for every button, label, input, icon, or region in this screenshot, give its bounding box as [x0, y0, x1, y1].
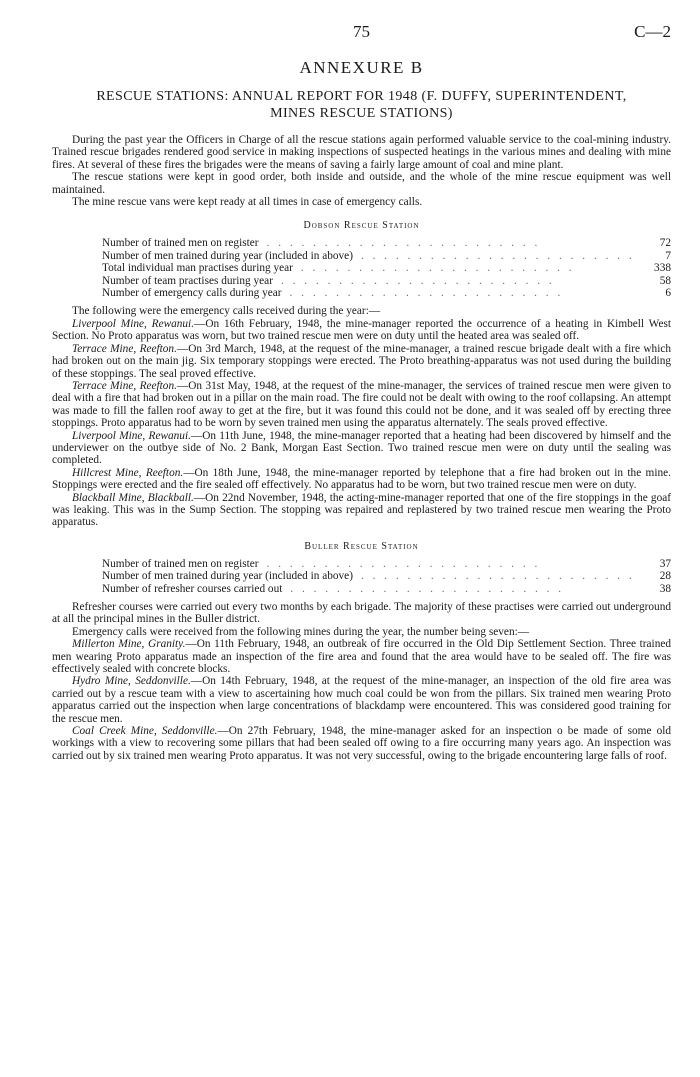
- report-title: [52, 88, 671, 122]
- stats-value: 28: [659, 570, 671, 583]
- dobson-heading: Dobson Rescue Station: [303, 220, 420, 232]
- intro-paragraph: The mine rescue vans were kept ready at all times in case of emergency calls.: [72, 196, 423, 209]
- intro-paragraph: The rescue stations were kept in good order, both inside and outside, and the whole of the mine rescue equipment was well maintained.: [52, 171, 671, 196]
- stats-row: [102, 558, 671, 570]
- stats-label: Number of refresher courses carried out: [102, 582, 283, 595]
- mine-name: Terrace Mine, Reefton.: [72, 379, 177, 392]
- mine-name: Millerton Mine, Granity.: [72, 638, 186, 651]
- stats-label: Number of trained men on register: [102, 237, 259, 250]
- call-text: —On 3rd March, 1948, at the request of the mine-manager, a trained rescue brigade dealt with a fire which had broken out on the main jig. Six temporary stoppings were erected. The Proto breathing-apparatus was not used during the building of these stoppings. The seal proved effective.: [52, 342, 672, 380]
- buller-stats-list: [52, 558, 671, 595]
- stats-value: 58: [659, 274, 671, 287]
- document-page: [52, 22, 671, 762]
- mine-name: Liverpool Mine, Rewanui.: [72, 317, 195, 330]
- page-number: 75: [353, 22, 370, 41]
- stats-value: 72: [659, 237, 671, 250]
- mine-name: Liverpool Mine, Rewanui.: [72, 429, 191, 442]
- stats-value: 6: [665, 287, 671, 300]
- intro-paragraph: During the past year the Officers in Charge of all the rescue stations again performed valuable service to the coal-mining industry. Trained rescue brigades rendered good service in making inspections of suspected heatings in the various mines and dealing with mine fires. At several of these fires the brigades were the means of saving a fairly large amount of coal and mine plant.: [52, 134, 671, 171]
- stats-value: 7: [665, 249, 671, 262]
- emergency-call-paragraph: [52, 638, 671, 675]
- stats-label: Number of team practises during year: [102, 274, 273, 287]
- calls-intro: The following were the emergency calls received during the year:—: [72, 305, 381, 318]
- stats-label: Total individual man practises during year: [102, 262, 293, 275]
- call-text: —On 22nd November, 1948, the acting-mine-manager reported that one of the fire stoppings in the goaf was leaking. This was in the Sump Section. The stopping was repaired and replastered by two trained rescue men wearing the Proto apparatus.: [52, 491, 671, 529]
- emergency-call-paragraph: [52, 492, 671, 529]
- dot-leader: . . . . . . . . . . . . . . . . . . . . . . . .: [266, 237, 541, 250]
- call-text: —On 31st May, 1948, at the request of the mine-manager, the services of trained rescue men were given to deal with a fire that had broken out in a pillar on the main road. The fire could not be dealt with owing to the roof collapsing. An attempt was made to fill the fallen roof away to get at the fire, but it was found this could not be done, and it was sealed off by erecting three stoppings. Proto apparatus had to be worn by seven trained men using the apparatus alternately. The seals proved effective.: [52, 379, 671, 430]
- dot-leader: . . . . . . . . . . . . . . . . . . . . . . . .: [360, 249, 635, 262]
- dot-leader: . . . . . . . . . . . . . . . . . . . . . . . .: [289, 287, 564, 300]
- mine-name: Terrace Mine, Reefton.: [72, 342, 177, 355]
- emergency-call-paragraph: [52, 467, 671, 492]
- call-text: —On 27th February, 1948, the mine-manager asked for an inspection o be made of some old workings with a view to recovering some pillars that had been sealed off owing to a fire occurring many years ago. An inspection was carried out by six trained men wearing Proto apparatus. It was not very successful, owing to the brigade encountering large falls of roof.: [52, 725, 672, 762]
- emergency-call-paragraph: [52, 380, 671, 430]
- mine-name: Coal Creek Mine, Seddonville.: [72, 725, 218, 738]
- report-title-line2: MINES RESCUE STATIONS): [270, 106, 453, 121]
- buller-paragraph: Refresher courses were carried out every two months by each brigade. The majority of these practises were carried out underground at all the principal mines in the Buller district.: [52, 601, 671, 626]
- stats-row: [102, 287, 671, 299]
- call-text: —On 16th February, 1948, the mine-manager reported the occurrence of a heating in Kimbell West Section. No Proto apparatus was worn, but two trained rescue men were on duty until the heated area was sealed off.: [52, 317, 671, 343]
- call-text: —On 18th June, 1948, the mine-manager reported by telephone that a fire had broken out in the mine. Stoppings were erected and the fire sealed off effectively. No apparatus had to be worn, but two trained rescue men were on duty.: [52, 466, 671, 492]
- stats-value: 338: [654, 262, 671, 275]
- emergency-call-paragraph: [52, 318, 671, 343]
- stats-row: [102, 237, 671, 249]
- call-text: —On 11th June, 1948, the mine-manager reported that a heating had been discovered by himself and the underviewer on the outbye side of No. 2 Bank, Morgan East Section. Two trained rescue men were on duty until the sealing was completed.: [52, 429, 671, 467]
- stats-label: Number of trained men on register: [102, 557, 259, 570]
- mine-name: Blackball Mine, Blackball.: [72, 491, 194, 504]
- dot-leader: . . . . . . . . . . . . . . . . . . . . . . . .: [280, 274, 555, 287]
- call-text: —On 11th February, 1948, an outbreak of fire occurred in the Old Dip Settlement Section. Three trained men wearing Proto apparatus made an inspection of the fire area and found that the area would have to be sealed off. The fire was effectively sealed with concrete blocks.: [52, 638, 672, 676]
- buller-heading: Buller Rescue Station: [304, 540, 419, 552]
- dot-leader: . . . . . . . . . . . . . . . . . . . . . . . .: [290, 582, 565, 595]
- stats-row: [102, 570, 671, 582]
- stats-row: [102, 250, 671, 262]
- page-header: [52, 22, 671, 46]
- stats-row: [102, 275, 671, 287]
- dobson-stats-list: [52, 237, 671, 299]
- mine-name: Hillcrest Mine, Reefton.: [72, 466, 184, 479]
- stats-value: 37: [659, 557, 671, 570]
- emergency-call-paragraph: [52, 343, 671, 380]
- annex-title: ANNEXURE B: [299, 58, 424, 77]
- dot-leader: . . . . . . . . . . . . . . . . . . . . . . . .: [360, 570, 635, 583]
- report-title-line1: RESCUE STATIONS: ANNUAL REPORT FOR 1948 (F. DUFFY, SUPERINTENDENT,: [96, 89, 627, 104]
- page-code: C—2: [634, 22, 671, 41]
- stats-label: Number of emergency calls during year: [102, 287, 282, 300]
- stats-label: Number of men trained during year (included in above): [102, 570, 353, 583]
- dot-leader: . . . . . . . . . . . . . . . . . . . . . . . .: [266, 557, 541, 570]
- buller-paragraph: Emergency calls were received from the following mines during the year, the number being seven:—: [72, 625, 530, 638]
- mine-name: Hydro Mine, Seddonville.: [72, 675, 191, 688]
- dot-leader: . . . . . . . . . . . . . . . . . . . . . . . .: [300, 262, 575, 275]
- stats-row: [102, 262, 671, 274]
- emergency-call-paragraph: [52, 675, 671, 725]
- stats-value: 38: [659, 582, 671, 595]
- emergency-call-paragraph: [52, 430, 671, 467]
- stats-label: Number of men trained during year (included in above): [102, 249, 353, 262]
- emergency-call-paragraph: [52, 725, 671, 762]
- call-text: —On 14th February, 1948, at the request of the mine-manager, an inspection of the old fire area was carried out by a rescue team with a view to ascertaining how much coal could be won from the pillars. Six trained men wearing Proto apparatus carried out the inspection when large concentrations of blackdamp were encountered. This was considered good training for the rescue men.: [52, 675, 671, 725]
- stats-row: [102, 583, 671, 595]
